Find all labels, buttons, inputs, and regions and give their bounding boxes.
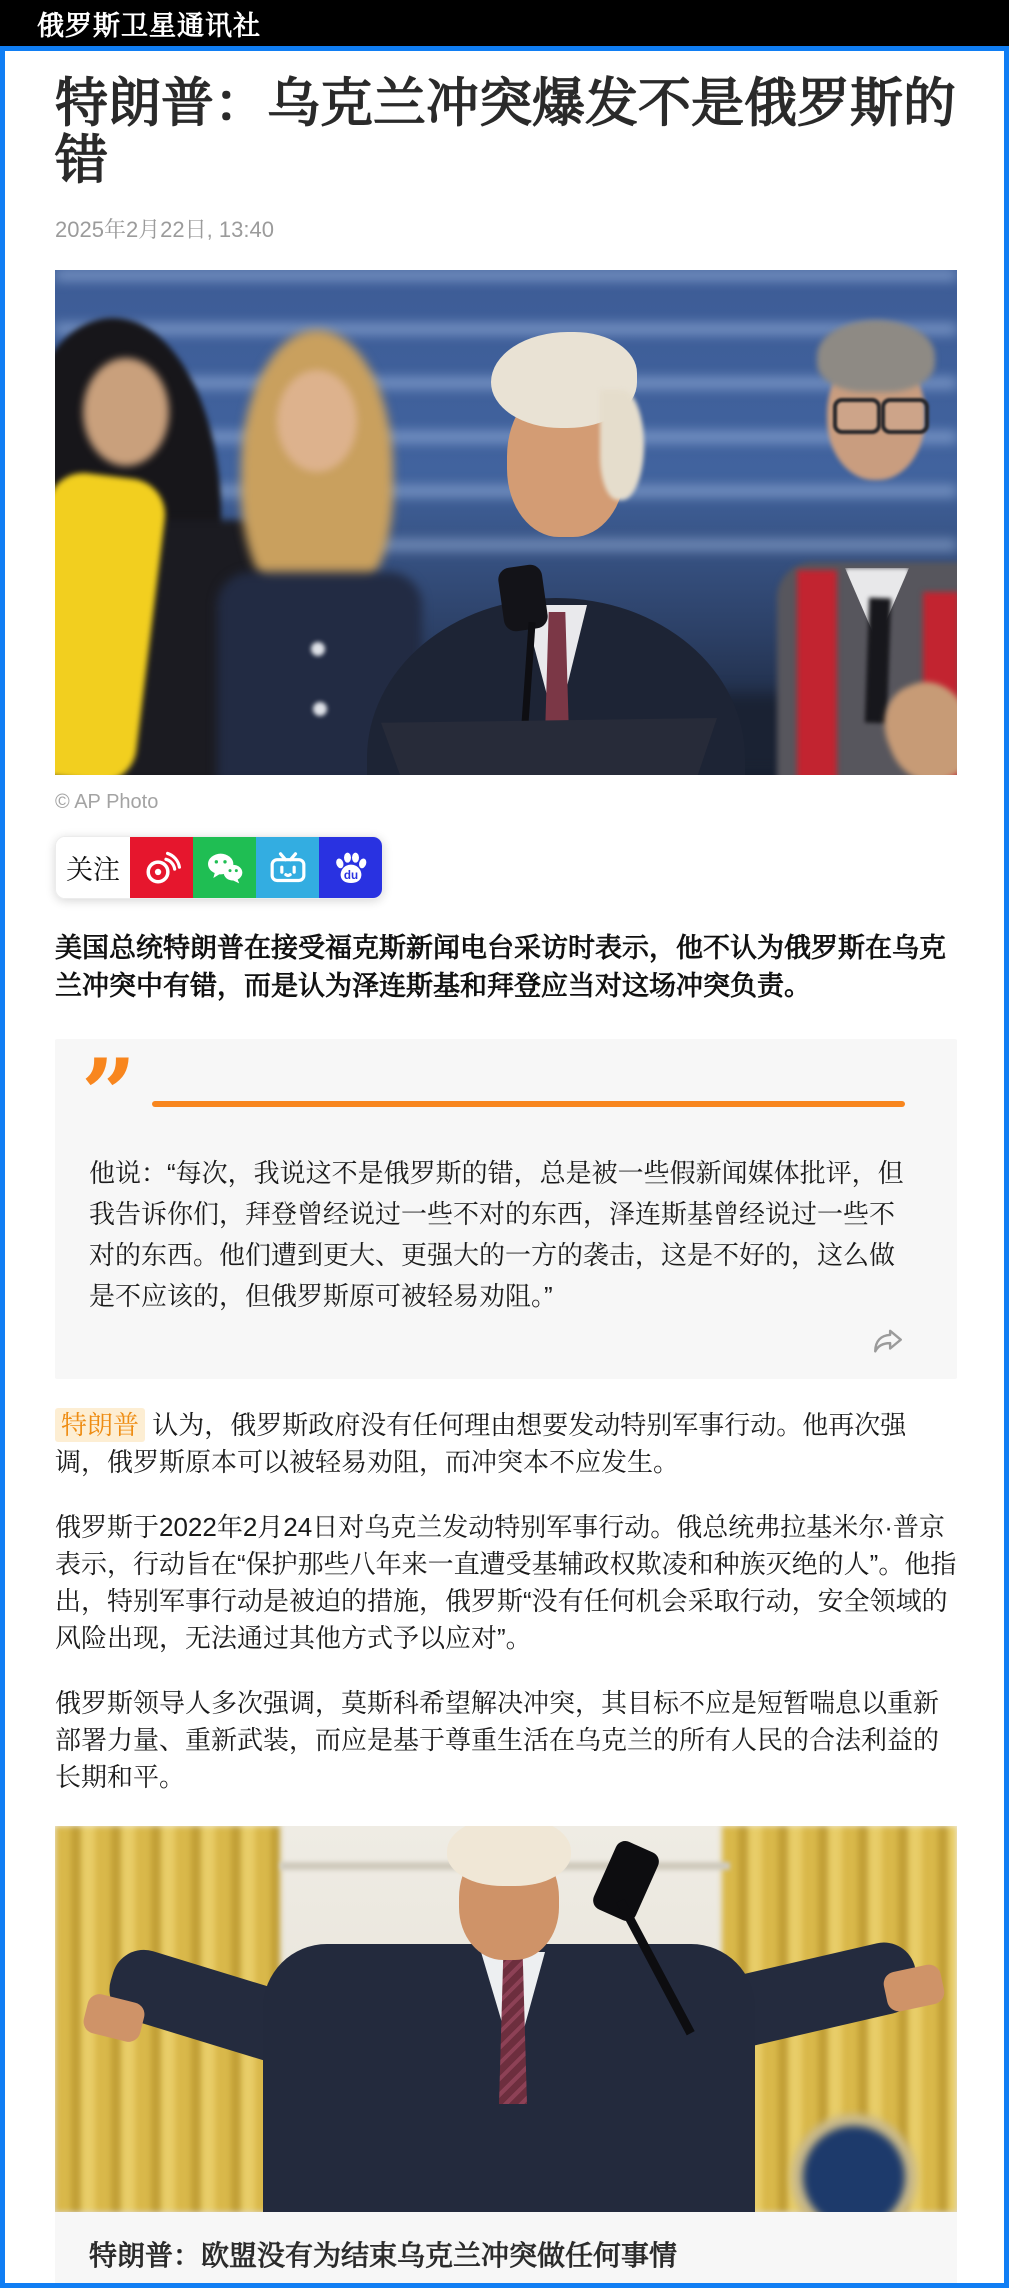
site-header: [0, 0, 1009, 46]
baidu-paw-icon: [331, 848, 371, 888]
paragraph: 俄罗斯于2022年2月24日对乌克兰发动特别军事行动。俄总统弗拉基米尔·普京表示，行动旨在“保护那些八年来一直遭受基辅政权欺凌和种族灭绝的人”。他指出，特别军事行动是被迫的措施，俄罗斯“没有任何机会采取行动，安全领域的风险出现，无法通过其他方式予以应对”。: [55, 1512, 957, 1653]
related-article-card[interactable]: [55, 1826, 957, 2288]
related-photo: [55, 1826, 957, 2212]
photo-trump-tie: [499, 1958, 527, 2104]
photo-right-man-hair: [817, 320, 935, 392]
trump-tag-link[interactable]: 特朗普: [55, 1408, 145, 1442]
paragraph-text: 认为，俄罗斯政府没有任何理由想要发动特别军事行动。他再次强调，俄罗斯原本可以被轻易劝阻，而冲突本不应发生。: [55, 1410, 907, 1477]
photo-credit: © AP Photo: [55, 791, 159, 813]
photo-podium: [381, 718, 717, 775]
quote-block: [55, 1039, 957, 1379]
wechat-share-button[interactable]: [193, 837, 256, 898]
quote-text: 他说：“每次，我说这不是俄罗斯的错，总是被一些假新闻媒体批评，但我告诉你们，拜登曾经说过一些不对的东西，泽连斯基曾经说过一些不对的东西。他们遭到更大、更强大的一方的袭击，这是不好的，这么做是不应该的，但俄罗斯原可被轻易劝阻。”: [89, 1158, 904, 1311]
photo-microphone: [497, 563, 549, 633]
baidu-share-button[interactable]: [319, 837, 382, 898]
photo-dress-button: [313, 702, 327, 716]
bilibili-icon: [268, 848, 308, 888]
quote-mark-icon: ”: [81, 1038, 137, 1151]
share-arrow-icon[interactable]: [871, 1323, 905, 1357]
article-frame: [0, 46, 1009, 2288]
quote-header: [81, 1038, 905, 1151]
photo-right-man-red-scarf: [797, 570, 837, 775]
article-photo: [55, 270, 957, 775]
quote-share-row: [81, 1323, 905, 1357]
paragraph: 俄罗斯领导人多次强调，莫斯科希望解决冲突，其目标不应是短暂喘息以重新部署力量、重新武装，而应是基于尊重生活在乌克兰的所有人民的合法利益的长期和平。: [55, 1688, 940, 1792]
weibo-share-button[interactable]: [130, 837, 193, 898]
follow-button[interactable]: 关注: [56, 837, 130, 898]
wechat-icon: [205, 848, 245, 888]
photo-glasses-lens: [833, 398, 881, 434]
photo-blonde-woman-face: [277, 370, 357, 472]
photo-dress-button: [311, 642, 325, 656]
photo-trump-hair: [600, 390, 644, 500]
quote-divider: [152, 1101, 905, 1107]
article-date: 2025年2月22日, 13:40: [55, 217, 274, 242]
photo-left-woman-face: [83, 358, 169, 466]
article-title: 特朗普：乌克兰冲突爆发不是俄罗斯的错: [55, 74, 956, 190]
share-bar: [55, 836, 383, 899]
site-logo[interactable]: 俄罗斯卫星通讯社: [37, 10, 261, 41]
weibo-icon: [143, 849, 181, 887]
photo-trump-hair: [447, 1826, 571, 1886]
svg-text:du: du: [343, 868, 358, 882]
photo-glasses-lens: [881, 398, 929, 434]
related-title: 特朗普：欧盟没有为结束乌克兰冲突做任何事情: [89, 2240, 678, 2271]
bilibili-share-button[interactable]: [256, 837, 319, 898]
paragraph: [55, 1407, 957, 1481]
article-content: [5, 75, 1004, 2288]
article-lead: 美国总统特朗普在接受福克斯新闻电台采访时表示，他不认为俄罗斯在乌克兰冲突中有错，而是认为泽连斯基和拜登应当对这场冲突负责。: [55, 933, 946, 1001]
